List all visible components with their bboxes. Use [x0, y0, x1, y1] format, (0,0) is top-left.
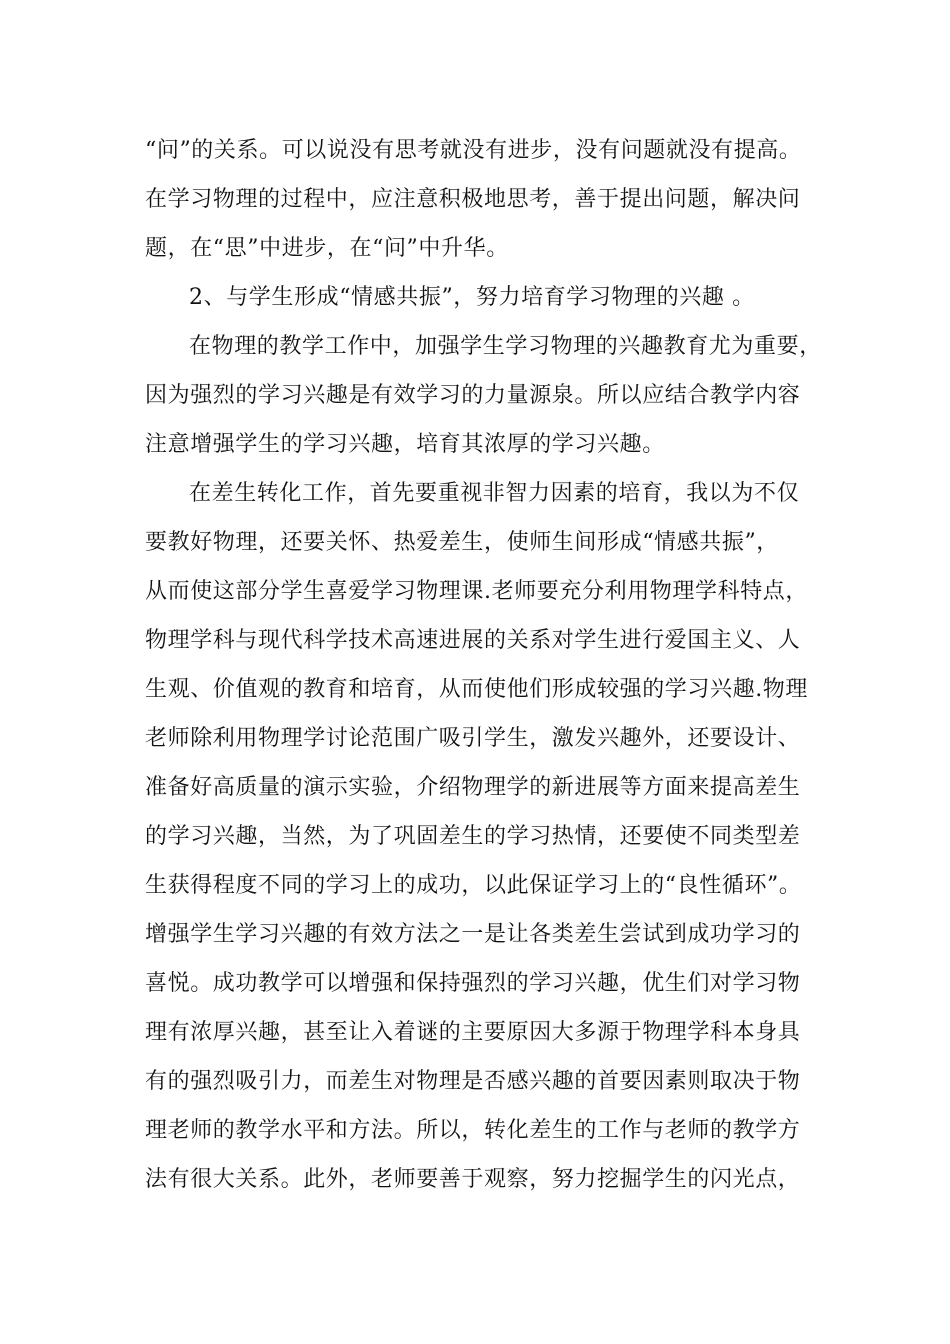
text-line: 在差生转化工作，首先要重视非智力因素的培育，我以为不仅 — [189, 481, 800, 506]
text-line: 准备好高质量的演示实验，介绍物理学的新进展等方面来提高差生 — [145, 775, 801, 800]
text-line: 生获得程度不同的学习上的成功，以此保证学习上的“良性循环”。 — [145, 873, 802, 898]
text-line: 理老师的教学水平和方法。所以，转化差生的工作与老师的教学方 — [145, 1118, 801, 1143]
text-line: 理有浓厚兴趣，甚至让入着谜的主要原因大多源于物理学科本身具 — [145, 1020, 801, 1045]
text-line: 要教好物理，还要关怀、热爱差生，使师生间形成“情感共振”， — [145, 530, 779, 555]
text-line: 增强学生学习兴趣的有效方法之一是让各类差生尝试到成功学习的 — [145, 922, 801, 947]
text-line: 法有很大关系。此外，老师要善于观察，努力挖掘学生的闪光点， — [145, 1167, 801, 1192]
text-line: 老师除利用物理学讨论范围广吸引学生，激发兴趣外，还要设计、 — [145, 726, 801, 751]
text-line: “问”的关系。可以说没有思考就没有进步，没有问题就没有提高。 — [145, 138, 802, 163]
text-line: 物理学科与现代科学技术高速进展的关系对学生进行爱国主义、人 — [145, 628, 801, 653]
text-line: 生观、价值观的教育和培育，从而使他们形成较强的学习兴趣.物理 — [145, 677, 808, 702]
body-text — [145, 126, 835, 1204]
text-line: 从而使这部分学生喜爱学习物理课.老师要充分利用物理学科特点， — [145, 579, 808, 604]
text-line: 注意增强学生的学习兴趣，培育其浓厚的学习兴趣。 — [145, 432, 665, 457]
text-line: 在物理的教学工作中，加强学生学习物理的兴趣教育尤为重要， — [189, 334, 822, 359]
section-heading: 2、与学生形成“情感共振”，努力培育学习物理的兴趣 。 — [189, 285, 755, 310]
text-line: 在学习物理的过程中，应注意积极地思考，善于提出问题，解决问 — [145, 187, 801, 212]
text-line: 题，在“思”中进步，在“问”中升华。 — [145, 236, 509, 261]
text-line: 喜悦。成功教学可以增强和保持强烈的学习兴趣，优生们对学习物 — [145, 971, 801, 996]
text-line: 因为强烈的学习兴趣是有效学习的力量源泉。所以应结合教学内容 — [145, 383, 801, 408]
text-line: 的学习兴趣，当然，为了巩固差生的学习热情，还要使不同类型差 — [145, 824, 801, 849]
text-line: 有的强烈吸引力，而差生对物理是否感兴趣的首要因素则取决于物 — [145, 1069, 801, 1094]
